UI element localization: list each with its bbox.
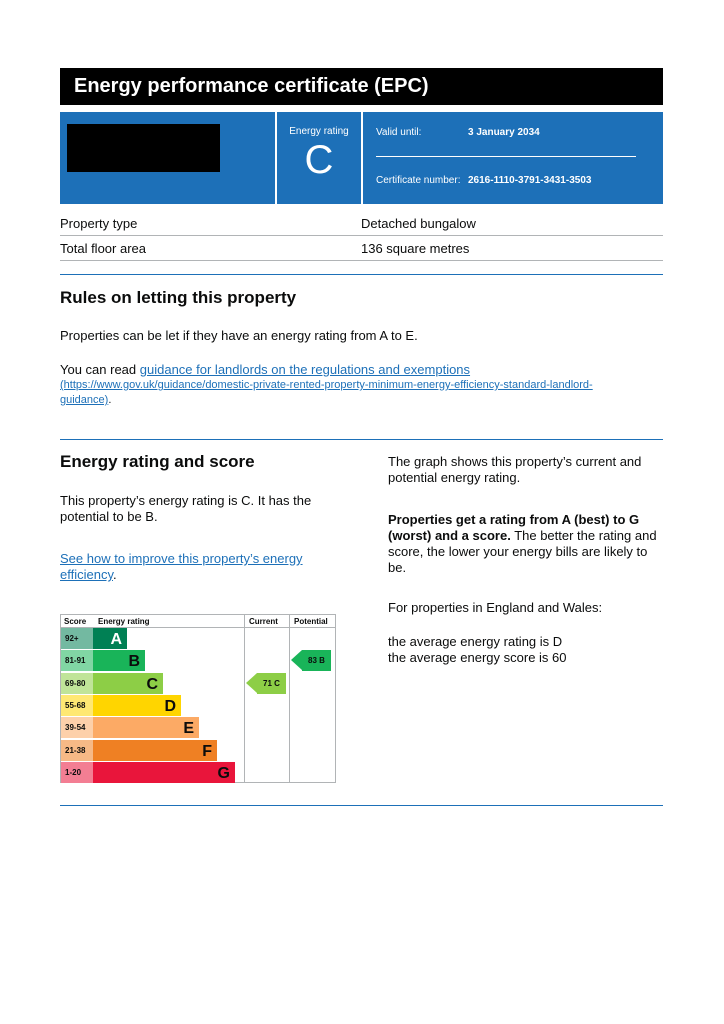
divider bbox=[361, 112, 363, 204]
current-header: Current bbox=[249, 617, 278, 626]
energy-rating-letter: C bbox=[304, 138, 334, 182]
guidance-url-suffix: . bbox=[108, 394, 112, 406]
redacted-address bbox=[67, 124, 220, 172]
improve-suffix: . bbox=[113, 567, 117, 582]
potential-header: Potential bbox=[294, 617, 328, 626]
section-divider bbox=[60, 439, 663, 440]
potential-rating-arrow: 83 B bbox=[302, 650, 331, 671]
band-score-d: 55-68 bbox=[61, 695, 93, 716]
floor-area-value: 136 square metres bbox=[361, 241, 470, 256]
section-divider bbox=[60, 805, 663, 806]
property-type-value: Detached bungalow bbox=[361, 216, 476, 231]
band-bar-g: G bbox=[93, 762, 235, 783]
rating-explanation-rest: The better the rating and score, the lower your energy bills are likely to be. bbox=[388, 528, 657, 575]
improve-paragraph bbox=[60, 551, 330, 583]
page-title: Energy performance certificate (EPC) bbox=[60, 68, 663, 105]
guidance-url bbox=[60, 378, 660, 408]
score-header: Score bbox=[64, 617, 87, 626]
energy-rating-heading: Energy rating and score bbox=[60, 452, 255, 471]
band-score-c: 69-80 bbox=[61, 673, 93, 694]
energy-rating-header: Energy rating bbox=[98, 617, 150, 626]
guidance-prefix: You can read bbox=[60, 362, 140, 377]
section-divider bbox=[60, 274, 663, 275]
band-score-f: 21-38 bbox=[61, 740, 93, 761]
rating-paragraph: This property’s energy rating is C. It has the potential to be B. bbox=[60, 493, 312, 524]
band-bar-e: E bbox=[93, 717, 199, 738]
band-score-b: 81-91 bbox=[61, 650, 93, 671]
current-rating-arrow: 71 C bbox=[257, 673, 286, 694]
current-rating-arrow-tip bbox=[246, 673, 257, 693]
certificate-number-label: Certificate number: bbox=[376, 175, 461, 186]
valid-until-label: Valid until: bbox=[376, 127, 422, 138]
band-bar-b: B bbox=[93, 650, 145, 671]
guidance-paragraph bbox=[60, 362, 660, 378]
property-type-row bbox=[60, 211, 663, 236]
graph-description: The graph shows this property’s current and potential energy rating. bbox=[388, 454, 642, 485]
valid-until-value: 3 January 2034 bbox=[468, 127, 540, 138]
band-score-a: 92+ bbox=[61, 628, 93, 649]
guidance-link[interactable]: guidance for landlords on the regulations and exemptions bbox=[139, 362, 471, 377]
guidance-url-link[interactable]: (https://www.gov.uk/guidance/domestic-private-rented-property-minimum-energy-efficiency-standard-landlord- bbox=[60, 379, 593, 391]
divider bbox=[376, 156, 636, 157]
letting-heading: Rules on letting this property bbox=[60, 288, 297, 307]
column-divider bbox=[289, 615, 290, 782]
band-bar-c: C bbox=[93, 673, 163, 694]
rating-explanation-bold: Properties get a rating from A (best) to G (worst) and a score. bbox=[388, 512, 640, 543]
property-type-label: Property type bbox=[60, 216, 138, 231]
certificate-header-panel bbox=[60, 112, 663, 204]
floor-area-label: Total floor area bbox=[60, 241, 146, 256]
band-score-g: 1-20 bbox=[61, 762, 93, 783]
average-score-text: the average energy score is 60 bbox=[388, 650, 567, 665]
rating-explanation bbox=[388, 512, 660, 576]
divider bbox=[275, 112, 277, 204]
floor-area-row bbox=[60, 236, 663, 261]
certificate-number-value: 2616-1110-3791-3431-3503 bbox=[468, 175, 592, 186]
letting-paragraph: Properties can be let if they have an energy rating from A to E. bbox=[60, 328, 418, 343]
england-wales-text: For properties in England and Wales: bbox=[388, 600, 603, 615]
energy-rating-chart bbox=[60, 614, 336, 783]
band-bar-d: D bbox=[93, 695, 181, 716]
guidance-url-link-cont[interactable]: guidance) bbox=[60, 394, 109, 406]
band-score-e: 39-54 bbox=[61, 717, 93, 738]
band-bar-f: F bbox=[93, 740, 217, 761]
column-divider bbox=[244, 615, 245, 782]
improve-efficiency-link[interactable]: See how to improve this property’s energy efficiency bbox=[60, 551, 303, 582]
energy-rating-label: Energy rating bbox=[289, 126, 349, 137]
potential-rating-arrow-tip bbox=[291, 650, 302, 670]
band-bar-a: A bbox=[93, 628, 127, 649]
average-rating-text: the average energy rating is D bbox=[388, 634, 563, 649]
